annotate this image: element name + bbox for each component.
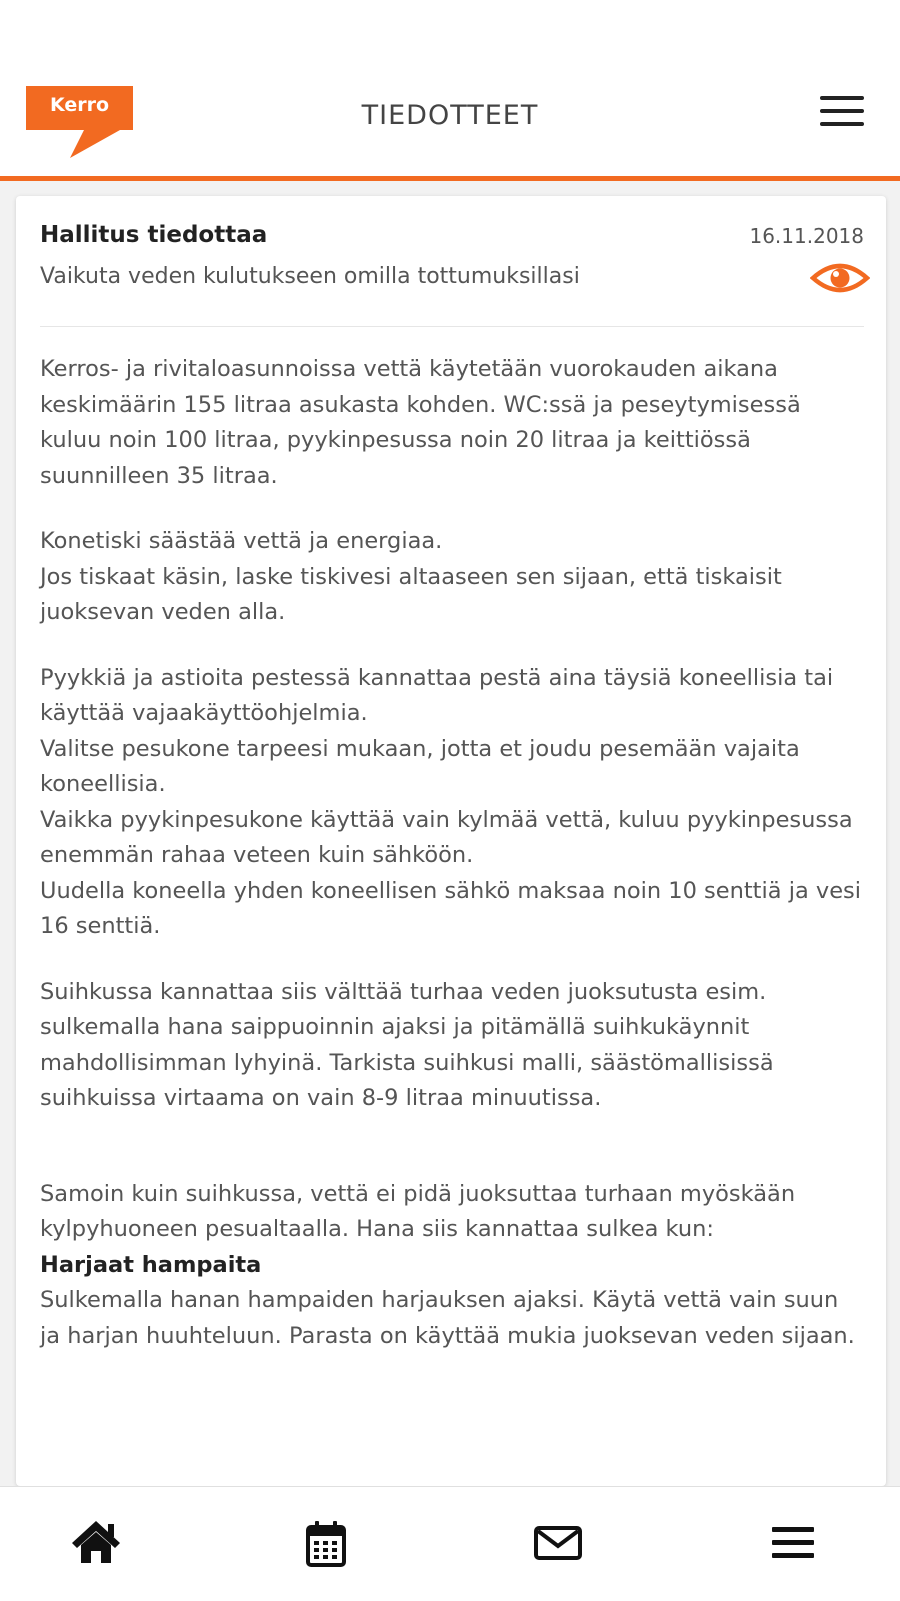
body-paragraph: Samoin kuin suihkussa, vettä ei pidä juoksuttaa turhaan myöskään kylpyhuoneen pesualtaalla. Hana siis kannattaa sulkea kun: xyxy=(40,1180,796,1242)
body-paragraph: Konetiski säästää vettä ja energiaa. xyxy=(40,528,443,554)
body-paragraph: Uudella koneella yhden koneellisen sähkö maksaa noin 10 senttiä ja vesi 16 senttiä. xyxy=(40,877,862,939)
announcement-title: Hallitus tiedottaa xyxy=(40,222,268,248)
bottom-navigation xyxy=(0,1486,900,1601)
announcement-subtitle: Vaikuta veden kulutukseen omilla tottumuksillasi xyxy=(40,264,580,289)
body-paragraph: Sulkemalla hanan hampaiden harjauksen ajaksi. Käytä vettä vain suun ja harjan huuhteluun. Parasta on käyttää mukia juoksevan veden sijaan. xyxy=(40,1287,855,1349)
mail-icon[interactable] xyxy=(530,1515,586,1571)
body-paragraph: Jos tiskaat käsin, laske tiskivesi altaaseen sen sijaan, että tiskaisit juoksevan veden alla. xyxy=(40,563,782,625)
announcement-date: 16.11.2018 xyxy=(749,224,864,248)
calendar-icon[interactable] xyxy=(298,1515,354,1571)
status-bar-area xyxy=(0,0,900,80)
body-paragraph: Vaikka pyykinpesukone käyttää vain kylmää vettä, kuluu pyykinpesussa enemmän rahaa veteen kuin sähköön. xyxy=(40,806,853,868)
body-paragraph: Pyykkiä ja astioita pestessä kannattaa pestä aina täysiä koneellisia tai käyttää vajaakäyttöohjelmia. xyxy=(40,664,834,726)
menu-icon[interactable] xyxy=(766,1515,822,1571)
hamburger-menu-icon[interactable] xyxy=(820,96,864,128)
page-title: TIEDOTTEET xyxy=(361,100,539,131)
eye-icon[interactable] xyxy=(810,258,870,298)
body-subheading: Harjaat hampaita xyxy=(40,1251,262,1278)
divider xyxy=(40,326,864,327)
announcement-body xyxy=(40,352,864,1354)
home-icon[interactable] xyxy=(68,1515,124,1571)
announcement-card[interactable] xyxy=(16,196,886,1486)
body-paragraph: Suihkussa kannattaa siis välttää turhaa veden juoksutusta esim. sulkemalla hana saippuoinnin ajaksi ja pitämällä suihkukäynnit mahdollisimman lyhyinä. Tarkista suihkusi malli, säästömallisissä suihkuissa virtaama on vain 8-9 litraa minuutissa. xyxy=(40,978,774,1111)
app-header xyxy=(0,80,900,181)
logo-text: Kerro xyxy=(49,94,110,116)
body-paragraph: Valitse pesukone tarpeesi mukaan, jotta et joudu pesemään vajaita koneellisia. xyxy=(40,735,800,797)
body-paragraph: Kerros- ja rivitaloasunnoissa vettä käytetään vuorokauden aikana keskimäärin 155 litraa asukasta kohden. WC:ssä ja peseytymisessä kuluu noin 100 litraa, pyykinpesussa noin 20 litraa ja keittiössä suunnilleen 35 litraa. xyxy=(40,356,801,489)
